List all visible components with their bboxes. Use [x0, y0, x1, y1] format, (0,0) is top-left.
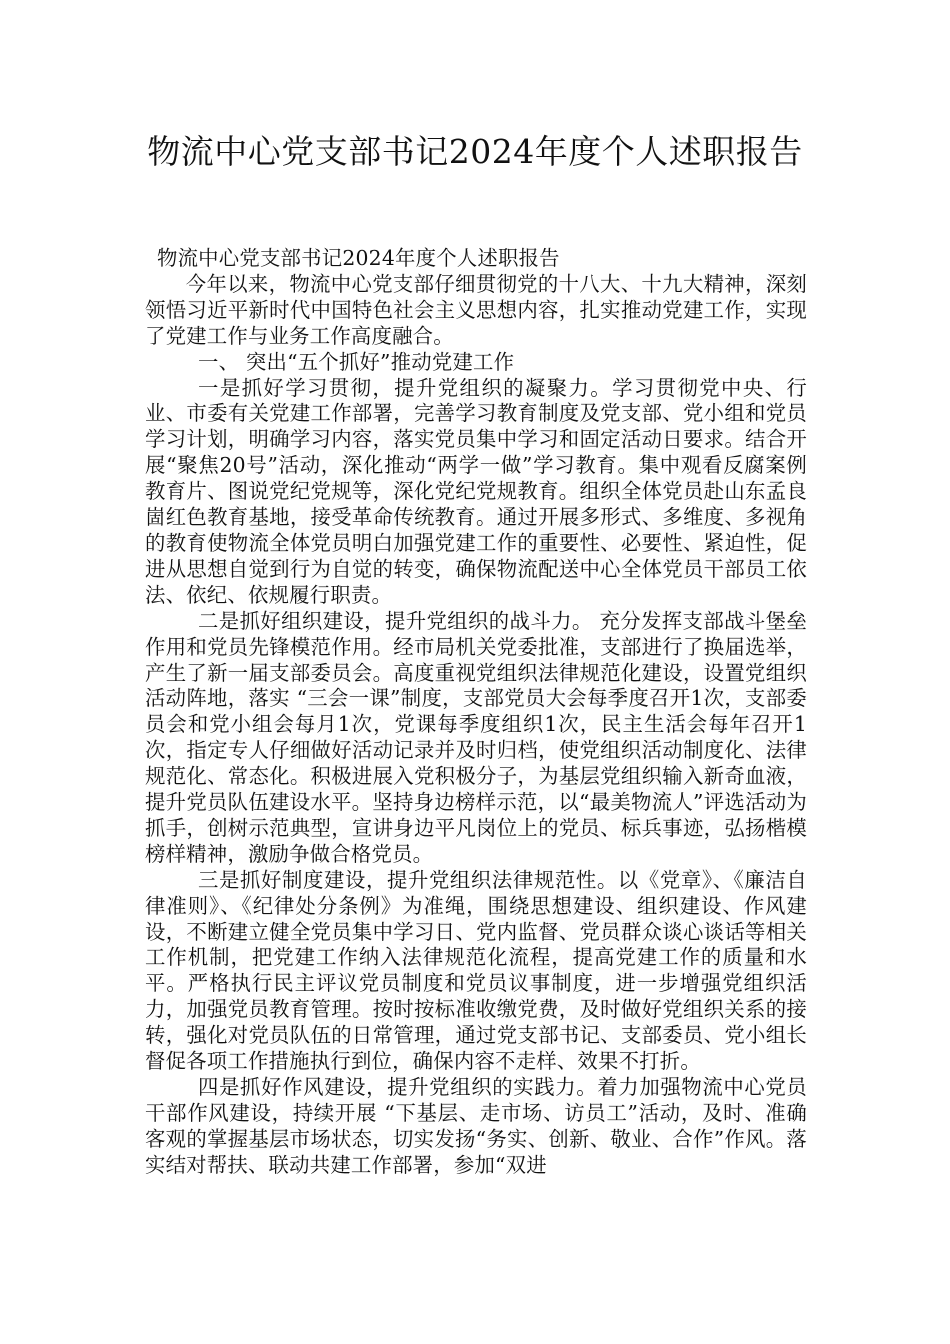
document-subtitle: 物流中心党支部书记2024年度个人述职报告 — [157, 246, 560, 270]
body-paragraph-organization: 二是抓好组织建设，提升党组织的战斗力。 充分发挥支部战斗堡垒作用和党员先锋模范作用。经市局机关党委批准，支部进行了换届选举，产生了新一届支部委员会。高度重视党组织法律规范化建设，设置党组织活动阵地，落实 “三会一课”制度，支部党员大会每季度召开1次，支部委员会和党小组会每月1次，党课每季度组织1次，民主生活会每年召开1次，指定专人仔细做好活动记录并及时归档，使党组织活动制度化、法律规范化、常态化。积极进展入党积极分子，为基层党组织输入新奇血液，提升党员队伍建设水平。坚持身边榜样示范，以“最美物流人”评选活动为抓手，创树示范典型，宣讲身边平凡岗位上的党员、标兵事迹，弘扬楷模榜样精神，激励争做合格党员。 — [145, 608, 807, 866]
section-heading: 一、 突出“五个抓好”推动党建工作 — [198, 349, 515, 374]
intro-paragraph: 今年以来，物流中心党支部仔细贯彻党的十八大、十九大精神，深刻领悟习近平新时代中国特色社会主义思想内容，扎实推动党建工作，实现了党建工作与业务工作高度融合。 — [145, 271, 807, 348]
document-title: 物流中心党支部书记2024年度个人述职报告 — [147, 132, 803, 171]
body-paragraph-system: 三是抓好制度建设，提升党组织法律规范性。以《党章》、《廉洁自律准则》、《纪律处分条例》为准绳，围绕思想建设、组织建设、作风建设，不断建立健全党员集中学习日、党内监督、党员群众谈心谈话等相关工作机制，把党建工作纳入法律规范化流程，提高党建工作的质量和水平。严格执行民主评议党员制度和党员议事制度，进一步增强党组织活力，加强党员教育管理。按时按标准收缴党费，及时做好党组织关系的接转，强化对党员队伍的日常管理，通过党支部书记、支部委员、党小组长督促各项工作措施执行到位，确保内容不走样、效果不打折。 — [145, 867, 807, 1074]
body-paragraph-style: 四是抓好作风建设，提升党组织的实践力。着力加强物流中心党员干部作风建设，持续开展 “下基层、走市场、访员工”活动，及时、准确客观的掌握基层市场状态，切实发扬“务实、创新、敬业、合作”作风。落实结对帮扶、联动共建工作部署，参加“双进 — [145, 1075, 807, 1177]
body-paragraph-study: 一是抓好学习贯彻，提升党组织的凝聚力。学习贯彻党中央、行业、市委有关党建工作部署，完善学习教育制度及党支部、党小组和党员学习计划，明确学习内容，落实党员集中学习和固定活动日要求。结合开展“聚焦20号”活动，深化推动“两学一做”学习教育。集中观看反腐案例教育片、图说党纪党规等，深化党纪党规教育。组织全体党员赴山东孟良崮红色教育基地，接受革命传统教育。通过开展多形式、多维度、多视角的教育使物流全体党员明白加强党建工作的重要性、必要性、紧迫性，促进从思想自觉到行为自觉的转变，确保物流配送中心全体党员干部员工依法、依纪、依规履行职责。 — [145, 375, 807, 607]
document-body — [145, 246, 807, 1179]
